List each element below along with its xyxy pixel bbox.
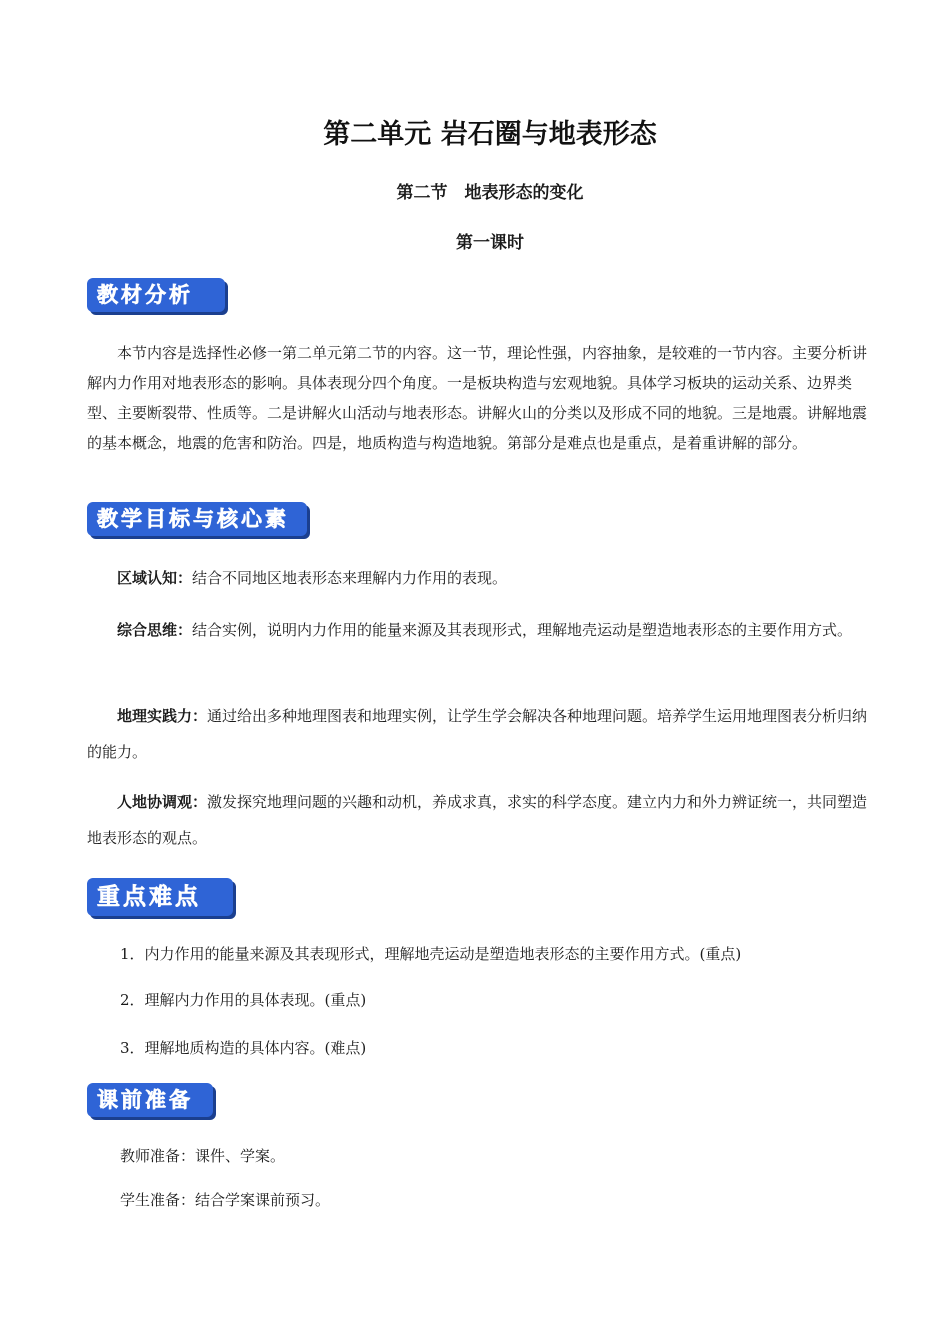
goal-text: 通过给出多种地理图表和地理实例，让学生学会解决各种地理问题。培养学生运用地理图表分析归纳的能力。 <box>87 707 868 761</box>
goal-label: 人地协调观： <box>117 793 208 811</box>
prep-item: 学生准备：结合学案课前预习。 <box>120 1191 331 1209</box>
keypoint-item: 2．理解内力作用的具体表现。(重点) <box>120 991 367 1009</box>
goal-text: 结合不同地区地表形态来理解内力作用的表现。 <box>192 569 508 587</box>
keypoint-item: 1．内力作用的能量来源及其表现形式，理解地壳运动是塑造地表形态的主要作用方式。(重点) <box>120 945 742 963</box>
heading-keypoints: 重点难点 <box>87 878 233 916</box>
heading-prep: 课前准备 <box>87 1083 213 1117</box>
goal-item <box>87 698 877 770</box>
section-subtitle: 第二节 地表形态的变化 <box>396 183 584 203</box>
goal-item <box>87 612 877 648</box>
prep-item: 教师准备：课件、学案。 <box>120 1147 286 1165</box>
goal-text: 结合实例，说明内力作用的能量来源及其表现形式，理解地壳运动是塑造地表形态的主要作用方式。 <box>192 621 853 639</box>
analysis-paragraph: 本节内容是选择性必修一第二单元第二节的内容。这一节，理论性强，内容抽象，是较难的一节内容。主要分析讲解内力作用对地表形态的影响。具体表现分四个角度。一是板块构造与宏观地貌。具体学习板块的运动关系、边界类型、主要断裂带、性质等。二是讲解火山活动与地表形态。讲解火山的分类以及形成不同的地貌。三是地震。讲解地震的基本概念，地震的危害和防治。四是，地质构造与构造地貌。第部分是难点也是重点，是着重讲解的部分。 <box>87 344 868 452</box>
goal-text: 激发探究地理问题的兴趣和动机，养成求真，求实的科学态度。建立内力和外力辨证统一，共同塑造地表形态的观点。 <box>87 793 868 847</box>
goal-label: 综合思维： <box>117 621 193 639</box>
goal-item <box>87 560 877 596</box>
heading-goals: 教学目标与核心素养 <box>87 502 307 536</box>
goal-label: 地理实践力： <box>117 707 208 725</box>
keypoint-item: 3．理解地质构造的具体内容。(难点) <box>120 1039 367 1057</box>
goal-label: 区域认知： <box>117 569 193 587</box>
heading-analysis: 教材分析 <box>87 278 225 312</box>
unit-title: 第二单元 岩石圈与地表形态 <box>323 119 657 150</box>
lesson-label: 第一课时 <box>456 233 524 253</box>
goal-item <box>87 784 877 856</box>
